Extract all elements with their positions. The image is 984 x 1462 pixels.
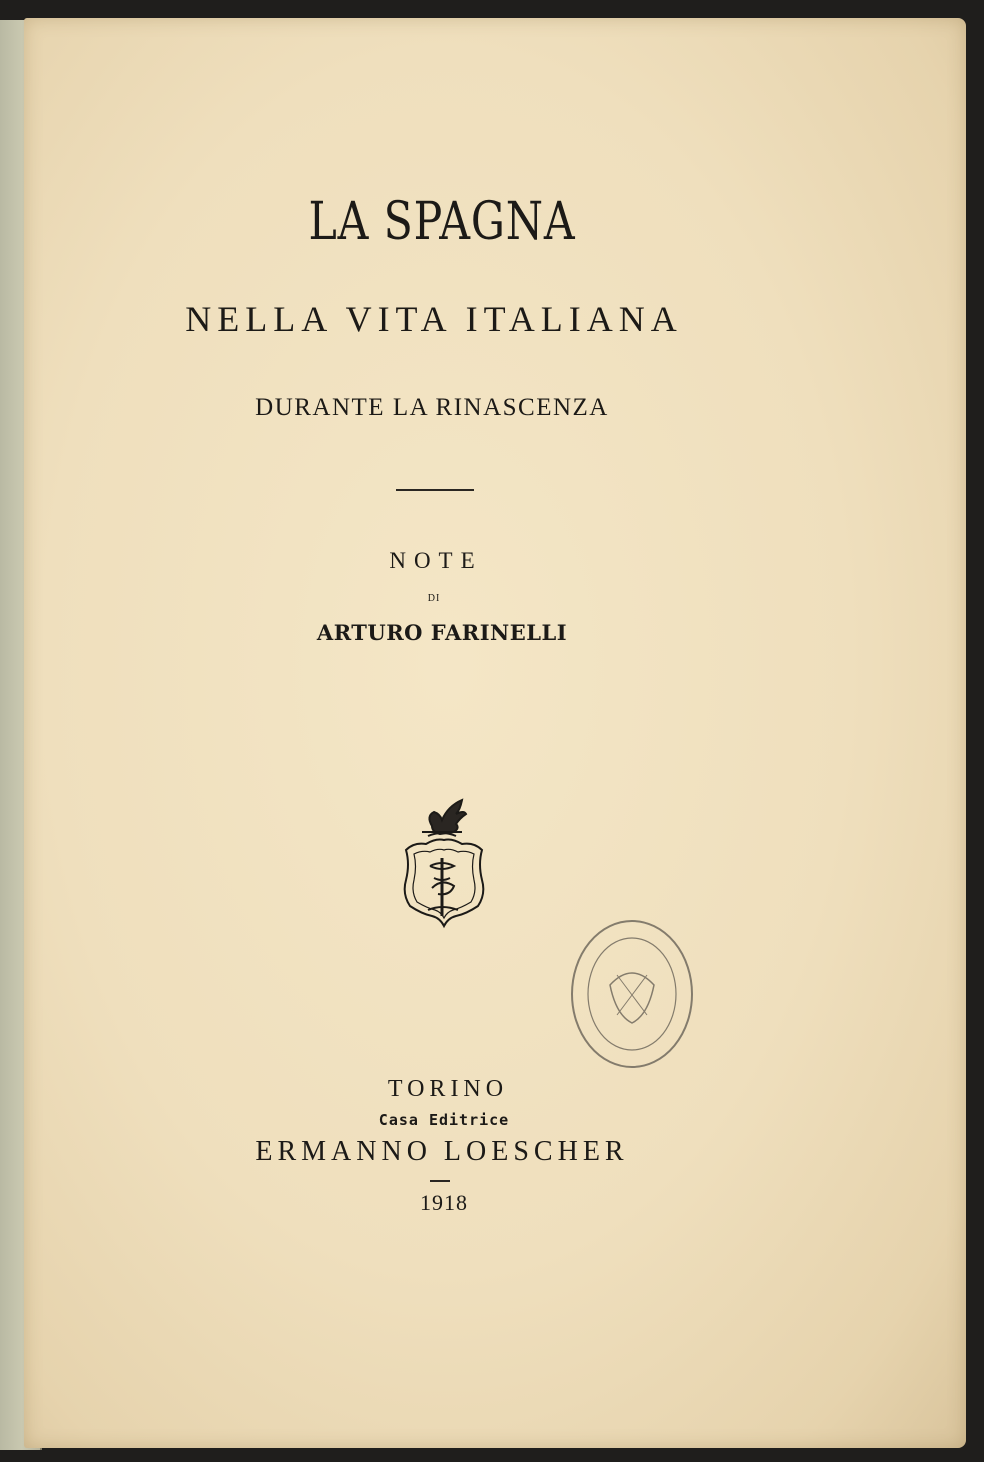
by-label: DI: [427, 593, 441, 604]
crest-with-eagle-monogram-icon: [392, 792, 496, 944]
library-stamp: [565, 915, 699, 1073]
publication-year: 1918: [420, 1190, 468, 1215]
book-subtitle: NELLA VITA ITALIANA: [185, 299, 683, 339]
imprint-city: TORINO: [387, 1076, 509, 1102]
author-name: ARTURO FARINELLI: [316, 620, 568, 645]
book-title: LA SPAGNA: [308, 192, 576, 252]
divider-rule: [396, 489, 474, 491]
publisher-name: ERMANNO LOESCHER: [255, 1136, 629, 1167]
imprint-house-label: Casa Editrice: [378, 1111, 510, 1129]
imprint-rule: [430, 1180, 450, 1182]
book-subtitle-line2: DURANTE LA RINASCENZA: [255, 394, 609, 421]
genre-label: NOTE: [389, 548, 483, 573]
